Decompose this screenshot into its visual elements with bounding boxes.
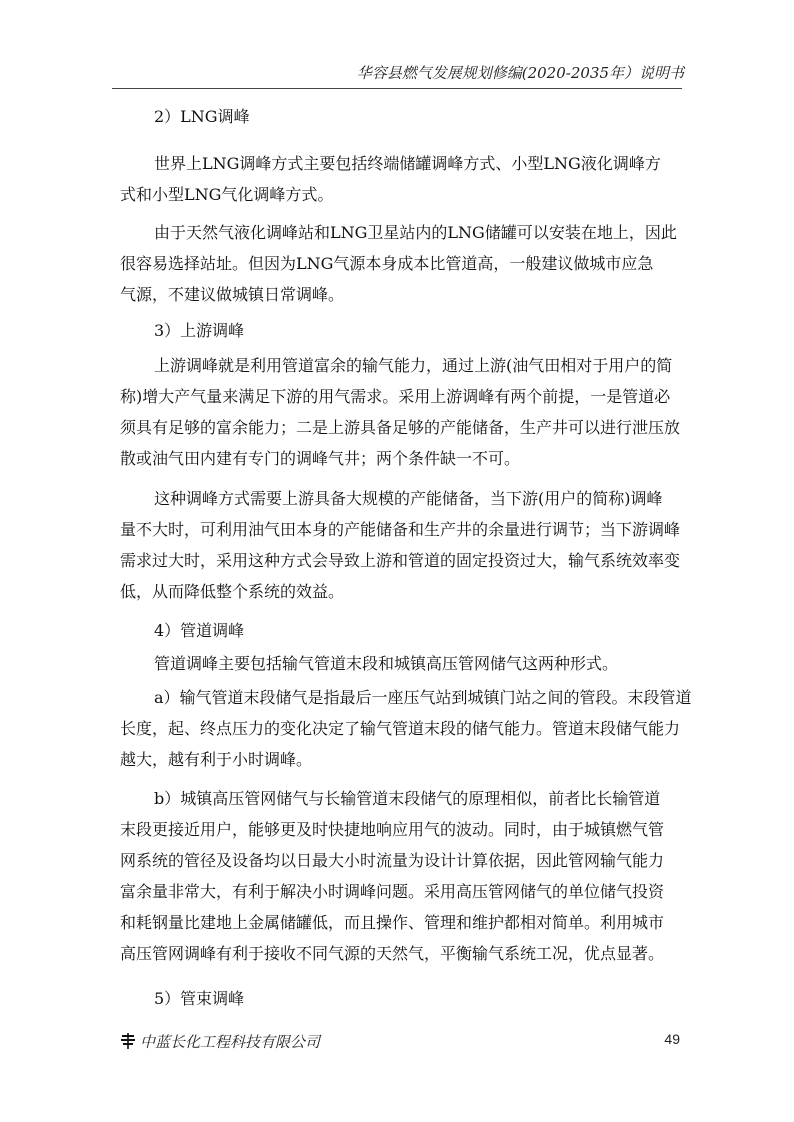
- heading-text: 4）管道调峰: [154, 621, 245, 640]
- header-divider: [112, 88, 682, 89]
- text-line: 式和小型LNG气化调峰方式。: [120, 185, 334, 204]
- text-line: 和耗钢量比建地上金属储罐低，而且操作、管理和维护都相对简单。利用城市: [120, 913, 665, 932]
- paragraph-upstream-definition: [120, 350, 680, 474]
- paragraph-pipeline-forms: [120, 648, 680, 679]
- company-logo-icon: [120, 1032, 136, 1050]
- document-title: 华容县燃气发展规划修编(2020-2035年）说明书: [356, 64, 684, 82]
- text-line: 越大，越有利于小时调峰。: [120, 750, 313, 769]
- paragraph-pipeline-end-storage: [120, 682, 692, 775]
- heading-upstream-peak: [120, 315, 680, 346]
- text-line: 网系统的管径及设备均以日最大小时流量为设计计算依据，因此管网输气能力: [120, 851, 665, 870]
- text-line: 量不大时，可利用油气田本身的产能储备和生产井的余量进行调节；当下游调峰: [120, 520, 681, 539]
- heading-tube-bundle-peak: [120, 983, 680, 1014]
- text-line: 上游调峰就是利用管道富余的输气能力，通过上游(油气田相对于用户的简: [154, 356, 673, 375]
- paragraph-lng-site: [120, 217, 680, 310]
- text-line: 称)增大产气量来满足下游的用气需求。采用上游调峰有两个前提，一是管道必: [120, 387, 671, 406]
- text-line: 长度，起、终点压力的变化决定了输气管道末段的储气能力。管道末段储气能力: [120, 719, 681, 738]
- text-line: 散或油气田内建有专门的调峰气井；两个条件缺一不可。: [120, 449, 521, 468]
- text-line: 低，从而降低整个系统的效益。: [120, 582, 345, 601]
- text-line: 须具有足够的富余能力；二是上游具备足够的产能储备，生产井可以进行泄压放: [120, 418, 681, 437]
- heading-lng-peak: [120, 101, 680, 132]
- paragraph-lng-methods: [120, 148, 680, 210]
- text-line: 末段更接近用户，能够更及时快捷地响应用气的波动。同时，由于城镇燃气管: [120, 820, 665, 839]
- company-name: 中蓝长化工程科技有限公司: [140, 1033, 321, 1051]
- text-line: 世界上LNG调峰方式主要包括终端储罐调峰方式、小型LNG液化调峰方: [154, 154, 661, 173]
- text-line: 富余量非常大，有利于解决小时调峰问题。采用高压管网储气的单位储气投资: [120, 882, 665, 901]
- heading-text: 5）管束调峰: [154, 989, 245, 1008]
- text-line: 管道调峰主要包括输气管道末段和城镇高压管网储气这两种形式。: [154, 654, 619, 673]
- text-line: 这种调峰方式需要上游具备大规模的产能储备，当下游(用户的简称)调峰: [154, 489, 663, 508]
- page-number: 49: [664, 1031, 680, 1047]
- text-line: a）输气管道末段储气是指最后一座压气站到城镇门站之间的管段。末段管道: [154, 688, 692, 707]
- text-line: 由于天然气液化调峰站和LNG卫星站内的LNG储罐可以安装在地上，因此: [154, 223, 677, 242]
- text-line: 气源，不建议做城镇日常调峰。: [120, 285, 345, 304]
- paragraph-upstream-capacity: [120, 483, 680, 607]
- text-line: 高压管网调峰有利于接收不同气源的天然气，平衡输气系统工况，优点显著。: [120, 944, 665, 963]
- paragraph-high-pressure-network: [120, 783, 680, 969]
- text-line: 需求过大时，采用这种方式会导致上游和管道的固定投资过大，输气系统效率变: [120, 551, 681, 570]
- heading-text: 3）上游调峰: [154, 321, 245, 340]
- heading-text: 2）LNG调峰: [154, 107, 250, 126]
- text-line: 很容易选择站址。但因为LNG气源本身成本比管道高，一般建议做城市应急: [120, 254, 654, 273]
- text-line: b）城镇高压管网储气与长输管道末段储气的原理相似，前者比长输管道: [154, 789, 661, 808]
- heading-pipeline-peak: [120, 615, 680, 646]
